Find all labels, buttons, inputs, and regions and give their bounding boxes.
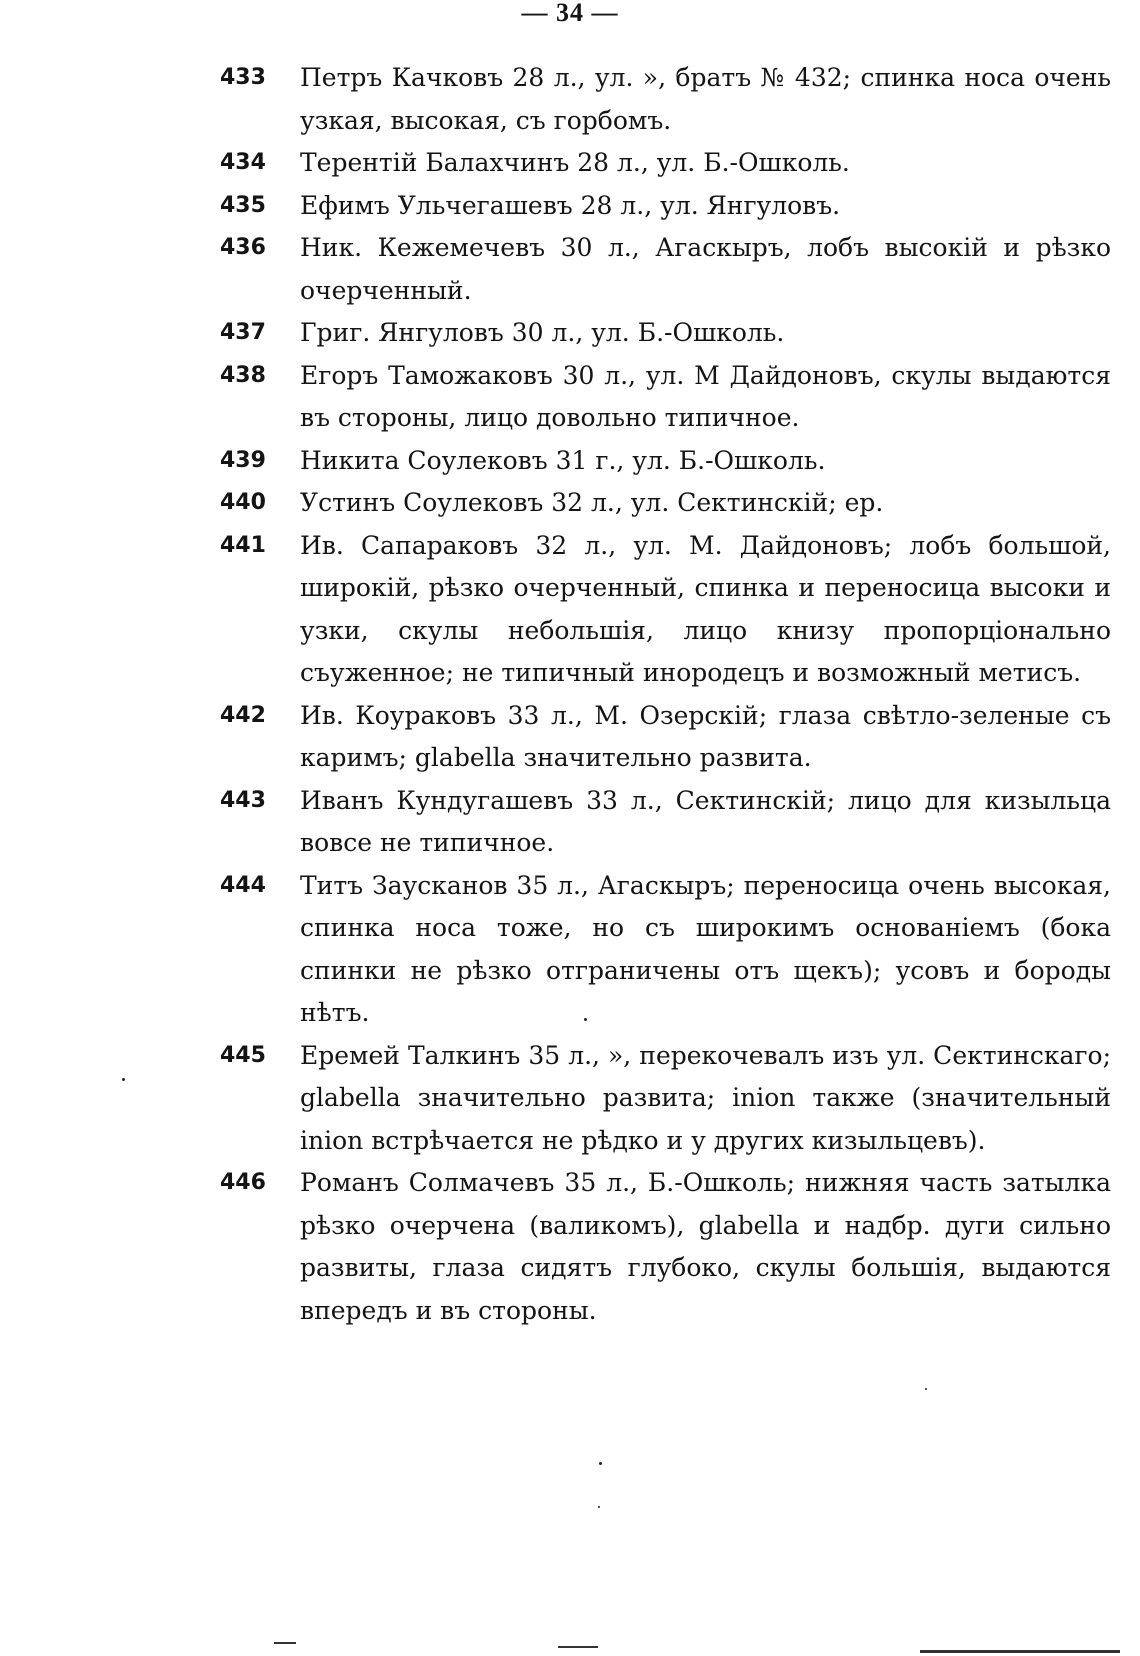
entry — [0, 57, 1140, 142]
entry-number: 443 — [220, 787, 266, 813]
scan-speck — [122, 1078, 125, 1081]
entry-number: 446 — [220, 1170, 266, 1195]
entry-text: Ефимъ Ульчегашевъ 28 л., ул. Янгуловъ. — [300, 190, 841, 220]
entry-number: 436 — [220, 235, 266, 260]
entry — [0, 440, 1140, 483]
entry-number: 444 — [220, 872, 266, 898]
entry-number: 435 — [220, 192, 266, 218]
entry — [0, 1162, 1140, 1332]
entry-number: 441 — [220, 532, 266, 558]
entry — [0, 695, 1140, 780]
entry-text: Иванъ Кундугашевъ 33 л., Сектинскій; лицо для кизыльца вовсе не типичное. — [300, 785, 1111, 857]
entry — [0, 1035, 1140, 1163]
entry-text: Ив. Коураковъ 33 л., М. Озерскій; глаза свѣтло-зеленые съ каримъ; glabella значительно развита. — [300, 700, 1111, 772]
entry-number: 445 — [220, 1042, 266, 1068]
entry-number: 440 — [220, 490, 266, 515]
entry-text: Титъ Заусканов 35 л., Агаскыръ; переносица очень высокая, спинка носа тоже, но съ широкимъ основаніемъ (бока спинки не рѣзко отграничены отъ щекъ); усовъ и бороды нѣтъ. — [300, 870, 1111, 1027]
scan-edge-mark — [558, 1646, 598, 1648]
entry-text: Устинъ Соулековъ 32 л., ул. Сектинскій; ер. — [300, 488, 884, 517]
entry — [0, 227, 1140, 312]
entry-text: Ник. Кежемечевъ 30 л., Агаскыръ, лобъ высокій и рѣзко очерченный. — [300, 233, 1111, 305]
entry — [0, 185, 1140, 228]
scan-edge-mark — [274, 1642, 296, 1644]
scan-speck — [599, 1462, 602, 1465]
entry-number: 439 — [220, 447, 266, 473]
entry-text: Ив. Сапараковъ 32 л., ул. М. Дайдоновъ; лобъ большой, широкій, рѣзко очерченный, спинка и переносица высоки и узки, скулы небольшія, лицо книзу пропорціонально съуженное; не типичный инородецъ и возможный метисъ. — [300, 530, 1111, 687]
scan-speck — [925, 1388, 927, 1390]
entry — [0, 780, 1140, 865]
scan-speck — [598, 1506, 600, 1508]
entry — [0, 482, 1140, 525]
entry — [0, 525, 1140, 695]
entry — [0, 355, 1140, 440]
entry-text: Романъ Солмачевъ 35 л., Б.-Ошколь; нижняя часть затылка рѣзко очерчена (валикомъ), glabella и надбр. дуги сильно развиты, глаза сидятъ глубоко, скулы большія, выдаются впередъ и въ стороны. — [300, 1168, 1111, 1325]
scan-edge-mark — [920, 1650, 1120, 1653]
entry-text: Терентій Балахчинъ 28 л., ул. Б.-Ошколь. — [300, 148, 850, 177]
entry-number: 433 — [220, 65, 266, 90]
entry — [0, 865, 1140, 1035]
entry — [0, 142, 1140, 185]
entry-number: 442 — [220, 702, 266, 728]
scan-speck — [584, 1018, 587, 1021]
entry-text: Григ. Янгуловъ 30 л., ул. Б.-Ошколь. — [300, 318, 785, 347]
entries-list — [0, 57, 1140, 1332]
entry-number: 437 — [220, 320, 266, 345]
entry-number: 438 — [220, 362, 266, 388]
page-number: — 34 — — [521, 0, 619, 27]
entry — [0, 312, 1140, 355]
entry-text: Егоръ Таможаковъ 30 л., ул. М Дайдоновъ, скулы выдаются въ стороны, лицо довольно типичное. — [300, 360, 1111, 432]
entry-text: Еремей Талкинъ 35 л., », перекочевалъ изъ ул. Сектинскаго; glabella значительно развита; inion также (значительный inion встрѣчается не рѣдко и у других кизыльцевъ). — [300, 1040, 1111, 1155]
entry-text: Никита Соулековъ 31 г., ул. Б.-Ошколь. — [300, 445, 826, 475]
entry-text: Петръ Качковъ 28 л., ул. », братъ № 432; спинка носа очень узкая, высокая, съ горбомъ. — [300, 63, 1111, 135]
entry-number: 434 — [220, 150, 266, 175]
